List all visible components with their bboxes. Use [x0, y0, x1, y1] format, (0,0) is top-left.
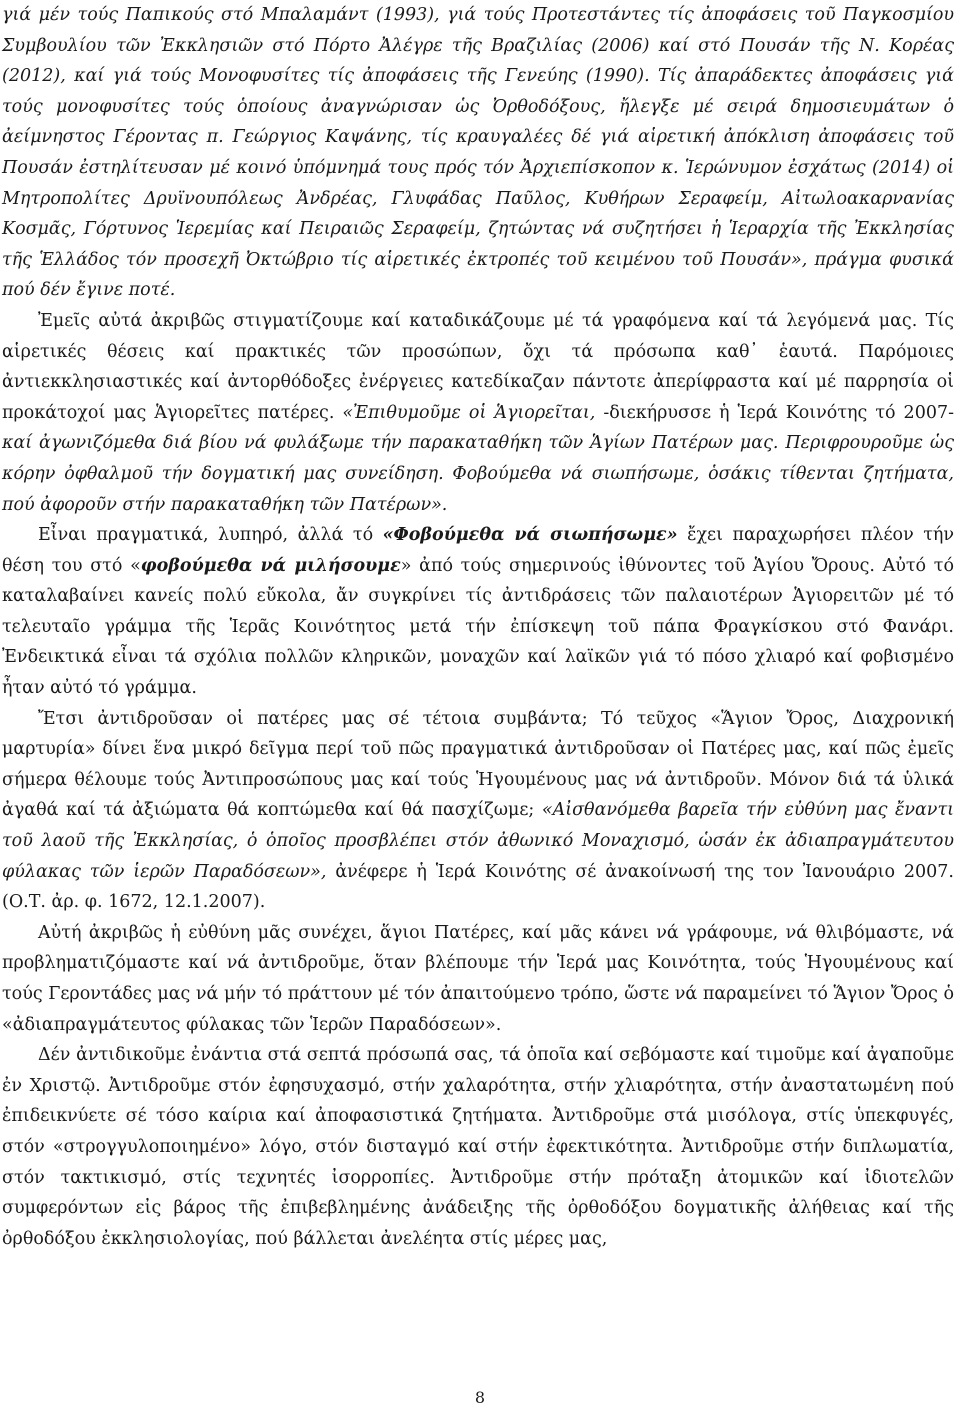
paragraph-text: -διεκήρυσσε ἡ Ἱερά Κοινότης τό 2007- — [595, 402, 955, 423]
paragraph — [2, 0, 954, 306]
paragraph-text: Αὐτή ἀκριβῶς ἡ εὐθύνη μᾶς συνέχει, ἅγιοι Πατέρες, καί μᾶς κάνει νά γράφουμε, νά θλιβόμαστε, νά προβληματιζόμαστε καί νά ἀντιδροῦμε, ὅταν βλέπουμε τήν Ἱερά μας Κοινότητα, τούς Ἡγουμένους καί τούς Γεροντάδες μας νά μήν τό πράττουν μέ τόν ἀπαιτούμενο τρόπο, ὥστε νά παραμείνει τό Ἅγιον Ὄρος ὁ «ἀδιαπραγμάτευτος φύλακας τῶν Ἱερῶν Παραδόσεων». — [2, 922, 954, 1035]
quoted-text: γιά μέν τούς Παπικούς στό Μπαλαμάντ (1993), γιά τούς Προτεστάντες τίς ἀποφάσεις τοῦ Παγκοσμίου Συμβουλίου τῶν Ἐκκλησιῶν στό Πόρτο Ἀλέγρε τῆς Βραζιλίας (2006) καί στό Πουσάν τῆς Ν. Κορέας (2012), καί γιά τούς Μονοφυσίτες τίς ἀποφάσεις τῆς Γενεύης (1990). Τίς ἀπαράδεκτες ἀποφάσεις γιά τούς μονοφυσίτες τούς ὁποίους ἀναγνώρισαν ὡς Ὀρθοδόξους, ἤλεγξε μέ σειρά δημοσιευμάτων ὁ ἀείμνηστος Γέροντας π. Γεώργιος Καψάνης, τίς κραυγαλέες δέ γιά αἱρετική ἀπόκλιση ἀποφάσεις τοῦ Πουσάν ἐστηλίτευσαν μέ κοινό ὑπόμνημά τους πρός τόν Ἀρχιεπίσκοπον κ. Ἱερώνυμον ἐσχάτως (2014) οἱ Μητροπολίτες Δρυϊνουπόλεως Ἀνδρέας, Γλυφάδας Παῦλος, Κυθήρων Σεραφείμ, Αἰτωλοακαρνανίας Κοσμᾶς, Γόρτυνος Ἱερεμίας καί Πειραιῶς Σεραφείμ, ζητώντας νά συζητήσει ἡ Ἱεραρχία τῆς Ἐκκλησίας τῆς Ἑλλάδος τόν προσεχῆ Ὀκτώβριο τίς αἱρετικές ἐκτροπές τοῦ κειμένου τοῦ Πουσάν», πράγμα φυσικά πού δέν ἔγινε ποτέ. — [2, 5, 954, 301]
paragraph-text: » ἀπό τούς σημερινούς ἰθύνοντες τοῦ Ἁγίου Ὄρους. Αὐτό τό καταλαβαίνει κανείς πολύ εὔκολα, ἄν συγκρίνει τίς ἀντιδράσεις τῶν παλαιοτέρων Ἁγιορειτῶν μέ τό τελευταῖο γράμμα τῆς Ἱερᾶς Κοινότητος μετά τήν ἐπίσκεψη τοῦ πάπα Φραγκίσκου στό Φανάρι. Ἐνδεικτικά εἶναι τά σχόλια πολλῶν κληρικῶν, μοναχῶν καί λαϊκῶν γιά τό πόσο χλιαρό καί φοβισμένο ἦταν αὐτό τό γράμμα. — [2, 555, 954, 699]
paragraph — [2, 306, 954, 520]
quoted-text: καί ἀγωνιζόμεθα διά βίου νά φυλάξωμε τήν παρακαταθήκη τῶν Ἁγίων Πατέρων μας. Περιφρουροῦμε ὡς κόρην ὀφθαλμοῦ τήν δογματική μας συνείδηση. Φοβούμεθα νά σιωπήσωμε, ὁσάκις τίθενται ζητήματα, πού ἀφοροῦν στήν παρακαταθήκη τῶν Πατέρων». — [2, 433, 954, 515]
paragraph — [2, 520, 954, 704]
quoted-text: «Αἰσθανόμεθα βαρεῖα τήν εὐθύνη μας ἔναντι τοῦ λαοῦ τῆς Ἐκκλησίας, ὁ ὁποῖος προσβλέπει στόν ἀθωνικό Μοναχισμό, ὡσάν ἐκ ἀδιαπραγμάτευτου φύλακας τῶν ἱερῶν Παραδόσεων», — [2, 800, 954, 882]
document-body — [2, 0, 954, 1254]
paragraph — [2, 704, 954, 918]
paragraph — [2, 918, 954, 1040]
paragraph-text: ἀνέφερε ἡ Ἱερά Κοινότης σέ ἀνακοίνωσή της τον Ἰανουάριο 2007. (Ο.Τ. ἀρ. φ. 1672, 12.1.2007). — [2, 861, 954, 913]
paragraph-text: Δέν ἀντιδικοῦμε ἐνάντια στά σεπτά πρόσωπά σας, τά ὁποῖα καί σεβόμαστε καί τιμοῦμε καί ἀγαποῦμε ἐν Χριστῷ. Ἀντιδροῦμε στόν ἐφησυχασμό, στήν χαλαρότητα, στήν χλιαρότητα, στήν ἀναστατωμένη πού ἐπιδεικνύετε σέ τόσο καίρια καί ἀποφασιστικά ζητήματα. Ἀντιδροῦμε στά μισόλογα, στίς ὑπεκφυγές, στόν «στρογγυλοποιημένο» λόγο, στόν δισταγμό καί στήν ἐφεκτικότητα. Ἀντιδροῦμε στήν διπλωματία, στόν τακτικισμό, στίς τεχνητές ἰσορροπίες. Ἀντιδροῦμε στήν πρόταξη ἀτομικῶν καί ἰδιοτελῶν συμφερόντων εἰς βάρος τῆς ἐπιβεβλημένης ἀνάδειξης τῆς ὀρθοδόξου δογματικῆς ἀλήθειας καί τῆς ὀρθοδόξου ἐκκλησιολογίας, πού βάλλεται ἀνελέητα στίς μέρες μας, — [2, 1045, 954, 1249]
paragraph-text: Ἐμεῖς αὐτά ἀκριβῶς στιγματίζουμε καί καταδικάζουμε μέ τά γραφόμενα καί τά λεγόμενά μας. Τίς αἱρετικές θέσεις καί πρακτικές τῶν προσώπων, ὄχι τά πρόσωπα καθ᾽ ἑαυτά. Παρόμοιες ἀντιεκκλησιαστικές καί ἀντορθόδοξες ἐνέργειες κατεδίκαζαν πάντοτε ἀπερίφραστα καί μέ παρρησία οἱ προκάτοχοί μας Ἁγιορεῖτες πατέρες. — [2, 310, 954, 423]
paragraph-text: Ἔτσι ἀντιδροῦσαν οἱ πατέρες μας σέ τέτοια συμβάντα; Τό τεῦχος «Ἅγιον Ὄρος, Διαχρονική μαρτυρία» δίνει ἕνα μικρό δεῖγμα περί τοῦ πῶς πραγματικά ἀντιδροῦσαν οἱ Πατέρες μας, καί πῶς ἐμεῖς σήμερα θέλουμε τούς Ἀντιπροσώπους μας καί τούς Ἡγουμένους μας νά ἀντιδροῦν. Μόνον διά τά ὑλικά ἀγαθά καί τά ἀξιώματα θά κοπτώμεθα καί θά πασχίζωμε; — [2, 708, 954, 821]
emphasis-text: φοβούμεθα νά μιλήσουμε — [140, 555, 401, 576]
quoted-text: «Ἐπιθυμοῦμε οἱ Ἁγιορεῖται, — [342, 402, 596, 423]
page-number: 8 — [474, 1388, 486, 1407]
paragraph-text: Εἶναι πραγματικά, λυπηρό, ἀλλά τό — [38, 525, 383, 546]
paragraph — [2, 1040, 954, 1254]
emphasis-text: «Φοβούμεθα νά σιωπήσωμε» — [382, 525, 678, 546]
paragraph-text: ἔχει παραχωρήσει πλέον τήν θέση του στό « — [2, 525, 954, 576]
